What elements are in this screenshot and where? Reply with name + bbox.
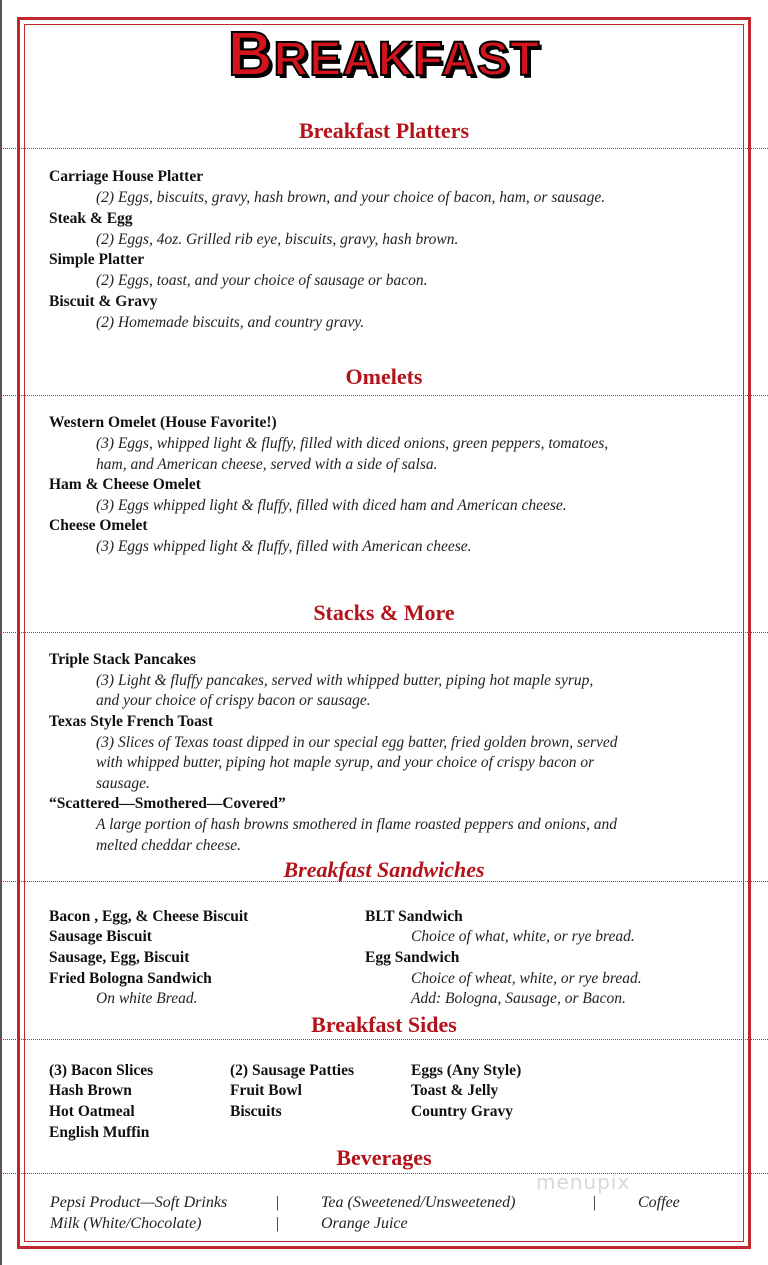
section-divider — [0, 1173, 768, 1174]
menu-title — [0, 20, 768, 89]
menu-item-desc: (3) Eggs, whipped light & fluffy, filled with diced onions, green peppers, tomatoes, — [96, 435, 609, 452]
menu-item-desc: (2) Eggs, biscuits, gravy, hash brown, and your choice of bacon, ham, or sausage. — [96, 189, 606, 206]
section-title-platters: Breakfast Platters — [298, 118, 470, 143]
menu-item-desc: (3) Eggs whipped light & fluffy, filled with diced ham and American cheese. — [96, 497, 567, 514]
menu-item-name: Ham & Cheese Omelet — [49, 476, 201, 493]
beverage-item: Coffee — [638, 1194, 680, 1211]
menu-item-desc: with whipped butter, piping hot maple syrup, and your choice of crispy bacon or — [96, 754, 595, 771]
side-item: Eggs (Any Style) — [411, 1062, 522, 1079]
menu-item-desc: melted cheddar cheese. — [96, 837, 242, 854]
watermark-logo: menupix — [536, 1170, 631, 1194]
menu-item-desc: Choice of wheat, white, or rye bread. — [411, 970, 642, 987]
menu-item-desc: sausage. — [96, 775, 150, 792]
menu-item-desc: (2) Eggs, toast, and your choice of sausage or bacon. — [96, 272, 428, 289]
menu-item-desc: (3) Eggs whipped light & fluffy, filled with American cheese. — [96, 538, 472, 555]
menu-item-name: Cheese Omelet — [49, 517, 148, 534]
menu-item-desc: (3) Slices of Texas toast dipped in our special egg batter, fried golden brown, served — [96, 734, 618, 751]
menu-item-name: Biscuit & Gravy — [49, 293, 158, 310]
side-item: Fruit Bowl — [230, 1082, 302, 1099]
side-item: Toast & Jelly — [411, 1082, 499, 1099]
menu-title-first: B — [227, 20, 274, 89]
menu-item-desc: ham, and American cheese, served with a side of salsa. — [96, 456, 438, 473]
section-title-omelets: Omelets — [345, 364, 423, 389]
menu-item-desc: On white Bread. — [96, 990, 198, 1007]
section-divider — [0, 148, 768, 149]
menu-item-desc: Add: Bologna, Sausage, or Bacon. — [411, 990, 626, 1007]
beverage-item: Pepsi Product—Soft Drinks — [50, 1194, 228, 1211]
beverage-item: Orange Juice — [321, 1215, 408, 1232]
menu-item-desc: and your choice of crispy bacon or sausage. — [96, 692, 371, 709]
menu-item-name: Steak & Egg — [49, 210, 133, 227]
side-item: Hash Brown — [49, 1082, 132, 1099]
menu-item-name: Fried Bologna Sandwich — [49, 970, 212, 987]
menu-item-name: Sausage Biscuit — [49, 928, 152, 945]
menu-item-name: Sausage, Egg, Biscuit — [49, 949, 190, 966]
side-item: Biscuits — [230, 1103, 282, 1120]
menu-border-inner — [24, 24, 744, 1242]
menu-item-desc: A large portion of hash browns smothered in flame roasted peppers and onions, and — [96, 816, 617, 833]
section-divider — [0, 632, 768, 633]
side-item: (2) Sausage Patties — [230, 1062, 354, 1079]
menu-item-name: Egg Sandwich — [365, 949, 460, 966]
side-item: English Muffin — [49, 1124, 150, 1141]
section-divider — [0, 395, 768, 396]
section-title-beverages: Beverages — [336, 1145, 432, 1170]
menu-item-name: Western Omelet (House Favorite!) — [49, 414, 277, 431]
menu-item-desc: (2) Homemade biscuits, and country gravy. — [96, 314, 365, 331]
beverage-separator: | — [276, 1194, 280, 1211]
beverage-item: Milk (White/Chocolate) — [50, 1215, 202, 1232]
section-divider — [0, 1039, 768, 1040]
menu-title-rest: REAKFAST — [273, 33, 541, 86]
menu-item-name: Bacon , Egg, & Cheese Biscuit — [49, 908, 249, 925]
menu-item-desc: Choice of what, white, or rye bread. — [411, 928, 635, 945]
beverage-separator: | — [276, 1215, 280, 1232]
side-item: (3) Bacon Slices — [49, 1062, 154, 1079]
menu-item-name: BLT Sandwich — [365, 908, 463, 925]
side-item: Country Gravy — [411, 1103, 514, 1120]
section-title-stacks: Stacks & More — [313, 600, 455, 625]
section-title-sandwiches: Breakfast Sandwiches — [283, 857, 485, 882]
menu-item-name: “Scattered—Smothered—Covered” — [49, 795, 286, 812]
menu-item-desc: (3) Light & fluffy pancakes, served with whipped butter, piping hot maple syrup, — [96, 672, 594, 689]
menu-item-name: Texas Style French Toast — [49, 713, 214, 730]
side-item: Hot Oatmeal — [49, 1103, 135, 1120]
menu-item-name: Simple Platter — [49, 251, 145, 268]
section-divider — [0, 881, 768, 882]
menu-item-desc: (2) Eggs, 4oz. Grilled rib eye, biscuits, gravy, hash brown. — [96, 231, 459, 248]
beverage-separator: | — [593, 1194, 597, 1211]
beverage-item: Tea (Sweetened/Unsweetened) — [321, 1194, 516, 1211]
menu-item-name: Carriage House Platter — [49, 168, 204, 185]
menu-item-name: Triple Stack Pancakes — [49, 651, 196, 668]
section-title-sides: Breakfast Sides — [311, 1012, 457, 1037]
